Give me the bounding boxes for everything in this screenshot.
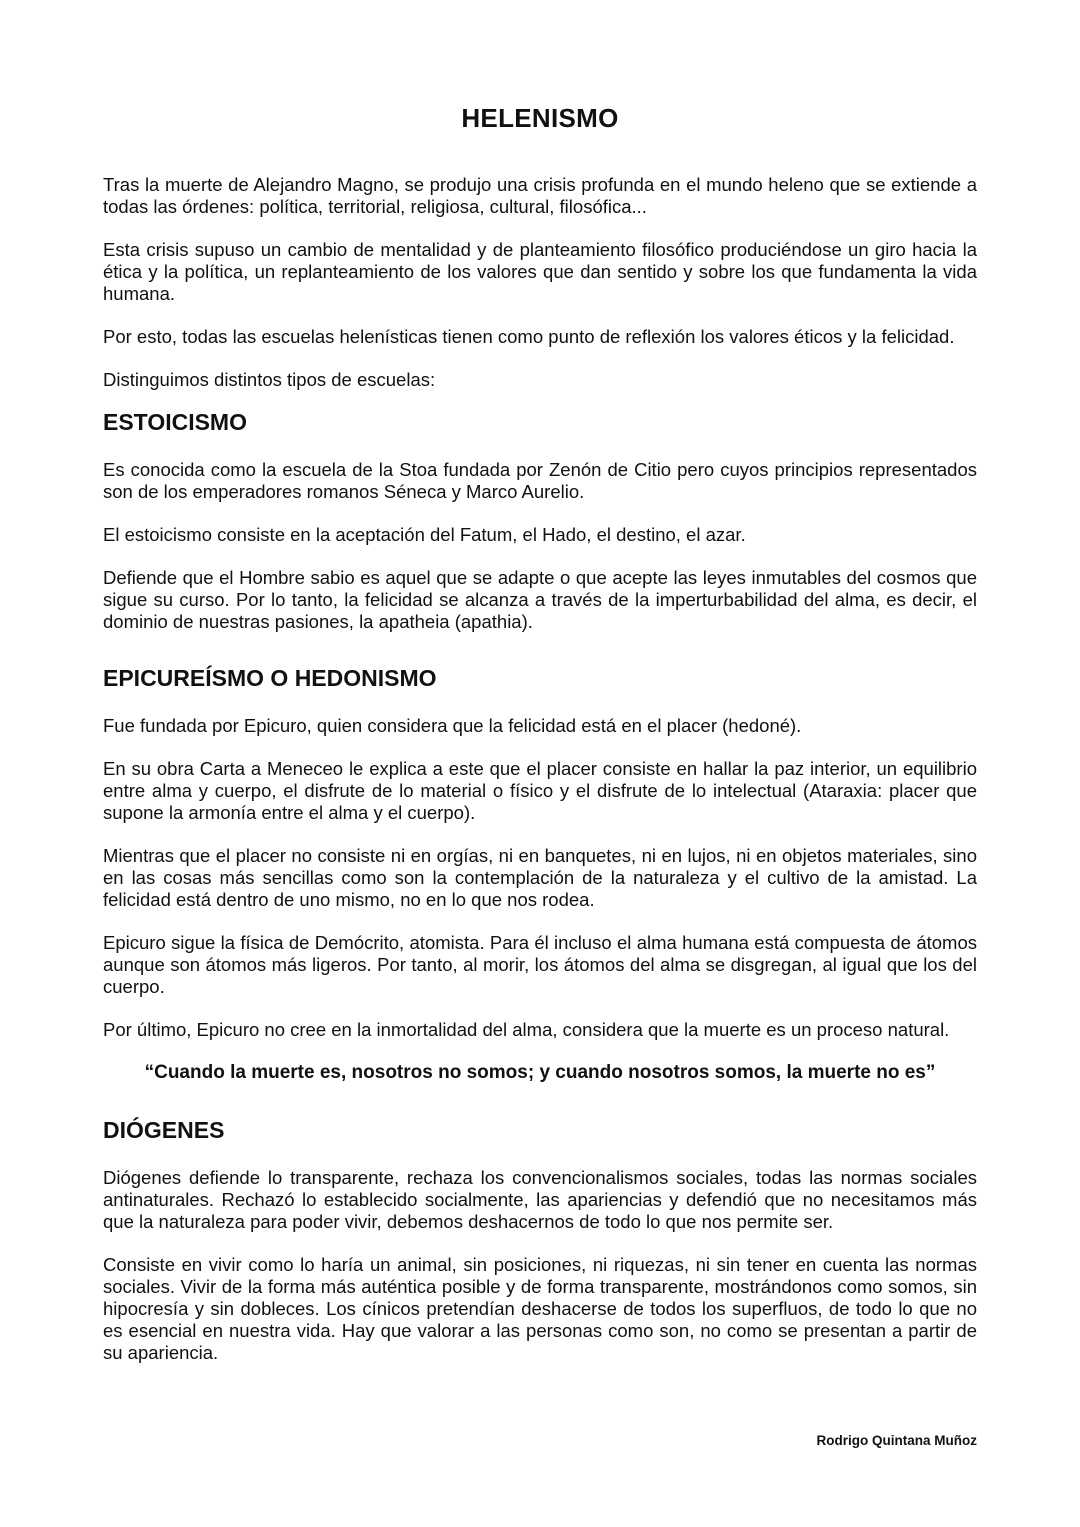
intro-paragraph: Por esto, todas las escuelas helenísticas tienen como punto de reflexión los valores éticos y la felicidad. xyxy=(103,326,955,347)
section-paragraph: Es conocida como la escuela de la Stoa fundada por Zenón de Citio pero cuyos principios representados son de los emperadores romanos Séneca y Marco Aurelio. xyxy=(103,459,977,502)
section-paragraph: Fue fundada por Epicuro, quien considera que la felicidad está en el placer (hedoné). xyxy=(103,715,802,736)
intro-paragraph: Esta crisis supuso un cambio de mentalidad y de planteamiento filosófico produciéndose un giro hacia la ética y la política, un replanteamiento de los valores que dan sentido y sobre los que fundamenta la vida humana. xyxy=(103,239,977,304)
section-paragraph: Consiste en vivir como lo haría un animal, sin posiciones, ni riquezas, ni sin tener en cuenta las normas sociales. Vivir de la forma más auténtica posible y de forma transparente, mostrándonos como somos, sin hipocresía y sin dobleces. Los cínicos pretendían deshacerse de todos los superfluos, de todo lo que no es esencial en nuestra vida. Hay que valorar a las personas como son, no como se presentan a partir de su apariencia. xyxy=(103,1254,977,1363)
document-page xyxy=(103,100,977,1385)
section-heading-estoicismo: ESTOICISMO xyxy=(103,409,247,435)
author-signature: Rodrigo Quintana Muñoz xyxy=(816,1433,977,1448)
intro-paragraph: Distinguimos distintos tipos de escuelas: xyxy=(103,369,436,390)
section-paragraph: El estoicismo consiste en la aceptación del Fatum, el Hado, el destino, el azar. xyxy=(103,524,746,545)
section-paragraph: Defiende que el Hombre sabio es aquel que se adapte o que acepte las leyes inmutables del cosmos que sigue su curso. Por lo tanto, la felicidad se alcanza a través de la imperturbabilidad del alma, es decir, el dominio de nuestras pasiones, la apatheia (apathia). xyxy=(103,567,977,632)
document-title: HELENISMO xyxy=(461,103,619,133)
section-paragraph: Diógenes defiende lo transparente, rechaza los convencionalismos sociales, todas las normas sociales antinaturales. Rechazó lo establecido socialmente, las apariencias y defendió que no necesitamos más que la naturaleza para poder vivir, debemos deshacernos de todo lo que nos permite ser. xyxy=(103,1167,977,1232)
epicurus-quote: “Cuando la muerte es, nosotros no somos; y cuando nosotros somos, la muerte no es” xyxy=(144,1062,936,1083)
section-paragraph: En su obra Carta a Meneceo le explica a este que el placer consiste en hallar la paz interior, un equilibrio entre alma y cuerpo, el disfrute de lo material o físico y el disfrute de lo intelectual (Ataraxia: placer que supone la armonía entre el alma y el cuerpo). xyxy=(103,758,977,823)
section-heading-epicureismo: EPICUREÍSMO O HEDONISMO xyxy=(103,665,437,691)
section-paragraph: Epicuro sigue la física de Demócrito, atomista. Para él incluso el alma humana está compuesta de átomos aunque son átomos más ligeros. Por tanto, al morir, los átomos del alma se disgregan, al igual que los del cuerpo. xyxy=(103,932,977,997)
intro-paragraph: Tras la muerte de Alejandro Magno, se produjo una crisis profunda en el mundo heleno que se extiende a todas las órdenes: política, territorial, religiosa, cultural, filosófica... xyxy=(103,174,977,217)
section-paragraph: Mientras que el placer no consiste ni en orgías, ni en banquetes, ni en lujos, ni en objetos materiales, sino en las cosas más sencillas como son la contemplación de la naturaleza y el cultivo de la amistad. La felicidad está dentro de uno mismo, no en lo que nos rodea. xyxy=(103,845,977,910)
section-heading-diogenes: DIÓGENES xyxy=(103,1117,225,1143)
section-paragraph: Por último, Epicuro no cree en la inmortalidad del alma, considera que la muerte es un proceso natural. xyxy=(103,1019,950,1040)
